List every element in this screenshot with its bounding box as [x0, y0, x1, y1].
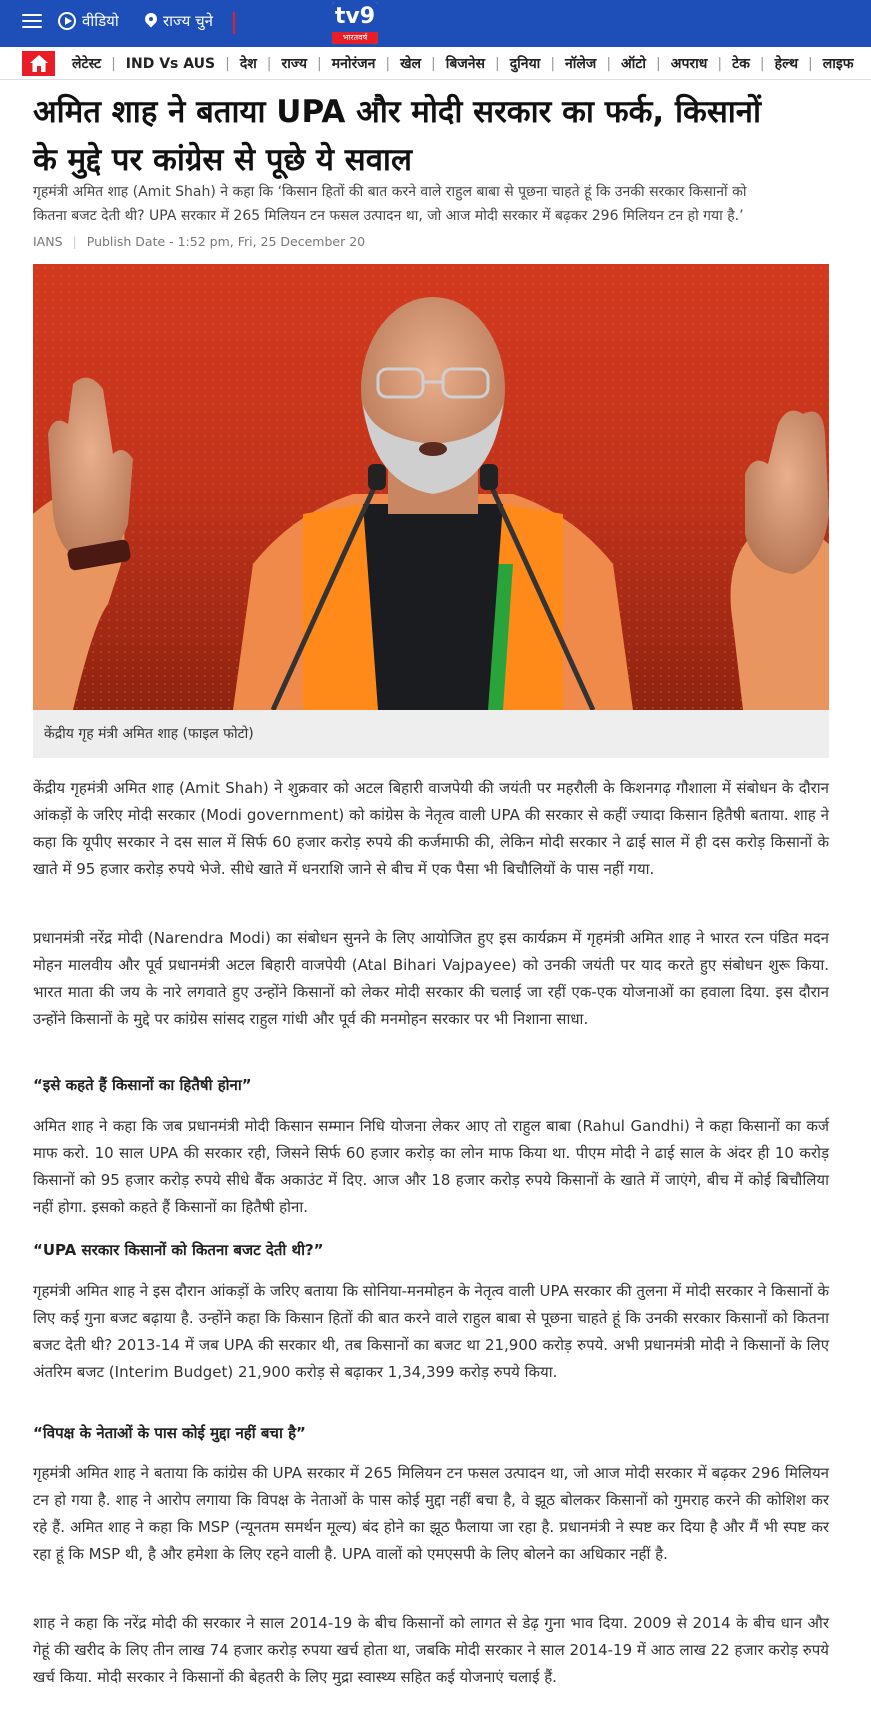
video-label: वीडियो [82, 12, 119, 30]
nav-separator: | [550, 55, 556, 72]
article-source[interactable]: IANS [33, 234, 63, 249]
meta-separator: | [72, 234, 77, 249]
play-icon [58, 12, 76, 30]
summary-line-1: गृहमंत्री अमित शाह (Amit Shah) ने कहा कि ‘किसान हितों की बात करने वाले राहुल बाबा से पूछना चाहते हूं कि उनकी सरकार किसानों को [33, 184, 747, 200]
nav-item[interactable]: राज्य [281, 56, 307, 72]
nav-separator: | [808, 55, 813, 72]
video-link[interactable] [58, 11, 119, 31]
nav-item[interactable]: IND Vs AUS [125, 55, 216, 72]
image-caption-box [33, 710, 829, 758]
home-button[interactable] [22, 51, 55, 76]
publish-date: Publish Date - 1:52 pm, Fri, 25 December 20 [86, 234, 366, 249]
location-pin-icon [145, 13, 157, 29]
state-label: राज्य चुने [163, 12, 213, 30]
header-divider [233, 12, 235, 34]
article-summary [33, 180, 833, 228]
nav-item[interactable]: खेल [400, 56, 422, 72]
hamburger-menu-icon[interactable] [22, 14, 42, 30]
article-headline [33, 88, 833, 184]
nav-separator: | [385, 55, 391, 72]
nav-separator: | [495, 55, 500, 72]
nav-item[interactable]: लाइफ [822, 56, 854, 72]
headline-line-1: अमित शाह ने बताया UPA और मोदी सरकार का फर्क, किसानों [33, 94, 762, 130]
article-paragraph-6: शाह ने कहा कि नरेंद्र मोदी की सरकार ने साल 2014-19 के बीच किसानों को लागत से डेढ़ गुना भाव दिया. 2009 से 2014 के बीच धान और गेहूं की खरीद के लिए तीन लाख 74 हजार करोड़ रुपया खर्च होता था, जबकि मोदी सरकार ने साल 2014-19 में आठ लाख 22 हजार करोड़ रुपये खर्च किया. मोदी सरकार ने किसानों की बेहतरी के लिए मुद्रा स्वास्थ्य सहित कई योजनाएं चलाई हैं. [33, 1614, 829, 1686]
nav-separator: | [266, 55, 272, 72]
article-subheading-1: “इसे कहते हैं किसानों का हितैषी होना” [33, 1076, 252, 1094]
nav-item[interactable]: अपराध [670, 56, 708, 72]
state-selector[interactable] [145, 11, 213, 31]
article-paragraph-2: प्रधानमंत्री नरेंद्र मोदी (Narendra Modi) का संबोधन सुनने के लिए आयोजित हुए इस कार्यक्रम में गृहमंत्री अमित शाह ने भारत रत्न पंडित मदन मोहन मालवीय और पूर्व प्रधानमंत्री अटल बिहारी वाजपेयी (Atal Bihari Vajpayee) को उनकी जयंती पर याद करते हुए संबोधन शुरू किया. भारत माता की जय के नारे लगवाते हुए उन्होंने किसानों को लेकर मोदी सरकार की चलाई जा रहीं एक-एक योजनाओं का हवाला दिया. इस दौरान उन्होंने किसानों के मुद्दे पर कांग्रेस सांसद राहुल गांधी और पूर्व की मनमोहन सरकार पर भी निशाना साधा. [33, 929, 829, 1028]
speaker-photo-illustration [33, 264, 829, 710]
category-nav [0, 47, 871, 80]
home-icon [29, 54, 49, 73]
nav-item[interactable]: टेक [732, 56, 750, 72]
nav-separator: | [225, 55, 230, 72]
nav-separator: | [717, 55, 723, 72]
nav-item[interactable]: ऑटो [621, 56, 647, 72]
nav-separator: | [606, 55, 612, 72]
article-meta [33, 234, 365, 249]
nav-items [62, 47, 864, 80]
article-paragraph-3: अमित शाह ने कहा कि जब प्रधानमंत्री मोदी किसान सम्मान निधि योजना लेकर आए तो राहुल बाबा (Rahul Gandhi) ने कहा किसानों का कर्ज माफ करो. 10 साल UPA की सरकार रही, जिसने सिर्फ 60 हजार करोड़ का लोन माफ किया था. पीएम मोदी ने ढाई साल के अंदर ही 10 करोड़ किसानों को 95 हजार करोड़ रुपये सीधे बैंक अकाउंट में दिए. आज और 18 हजार करोड़ रुपये किसानों के खाते में जाएंगे, बीच में कोई बिचौलिया नहीं होगा. इसको कहते हैं किसानों का हितैषी होना. [33, 1117, 829, 1216]
nav-separator: | [656, 55, 661, 72]
article-paragraph-4: गृहमंत्री अमित शाह ने इस दौरान आंकड़ों के जरिए बताया कि सोनिया-मनमोहन के नेतृत्व वाली UPA सरकार की तुलना में मोदी सरकार ने किसानों के लिए कई गुना बजट बढ़ाया है. उन्होंने कहा कि किसान हितों की बात करने वाले राहुल बाबा से पूछना चाहते हूं कि उनकी सरकार किसानों को कितना बजट देती थी? 2013-14 में जब UPA की सरकार थी, तब किसानों का बजट था 21,900 करोड़ रुपये. अभी प्रधानमंत्री मोदी ने किसानों के लिए अंतरिम बजट (Interim Budget) 21,900 करोड़ से बढ़ाकर 1,34,399 करोड़ रुपये किया. [33, 1282, 829, 1381]
nav-separator: | [111, 55, 116, 72]
article-subheading-3: “विपक्ष के नेताओं के पास कोई मुद्दा नहीं बचा है” [33, 1424, 306, 1442]
article-subheading-2: “UPA सरकार किसानों को कितना बजट देती थी?” [33, 1241, 324, 1259]
nav-item[interactable]: नॉलेज [565, 56, 597, 72]
nav-item[interactable]: देश [239, 56, 257, 72]
logo-mark: tv9 [332, 2, 378, 32]
tv9-logo[interactable] [332, 2, 378, 44]
nav-item[interactable]: लेटेस्ट [72, 56, 102, 72]
article-paragraph-5: गृहमंत्री अमित शाह ने बताया कि कांग्रेस की UPA सरकार में 265 मिलियन टन फसल उत्पादन था, जो आज मोदी सरकार में बढ़कर 296 मिलियन टन हो गया है. शाह ने आरोप लगाया कि विपक्ष के नेताओं के पास कोई मुद्दा नहीं बचा है, वे झूठ बोलकर किसानों को गुमराह करने की कोशिश कर रहे हैं. अमित शाह ने कहा कि MSP (न्यूनतम समर्थन मूल्य) बंद होने का झूठ फैलाया जा रहा है. प्रधानमंत्री ने स्पष्ट कर दिया है और मैं भी स्पष्ट कर रहा हूं कि MSP थी, है और हमेशा के लिए रहने वाली है. UPA वालों को एमएसपी के लिए बोलने का अधिकार नहीं है. [33, 1464, 829, 1563]
nav-item[interactable]: बिजनेस [445, 56, 486, 72]
headline-line-2: के मुद्दे पर कांग्रेस से पूछे ये सवाल [33, 142, 412, 178]
nav-separator: | [431, 55, 436, 72]
article-hero-image [33, 264, 829, 710]
image-caption: केंद्रीय गृह मंत्री अमित शाह (फाइल फोटो) [44, 726, 254, 742]
logo-subtext: भारतवर्ष [332, 32, 378, 44]
nav-separator: | [317, 55, 322, 72]
nav-item[interactable]: मनोरंजन [331, 56, 376, 72]
nav-separator: | [759, 55, 765, 72]
nav-item[interactable]: हेल्थ [774, 56, 799, 72]
article-paragraph-1: केंद्रीय गृहमंत्री अमित शाह (Amit Shah) ने शुक्रवार को अटल बिहारी वाजपेयी की जयंती पर महरौली के किशनगढ़ गौशाला में संबोधन के दौरान आंकड़ों के जरिए मोदी सरकार (Modi government) को कांग्रेस के नेतृत्व वाली UPA की सरकार से कहीं ज्यादा किसान हितैषी बताया. शाह ने कहा कि यूपीए सरकार ने दस साल में सिर्फ 60 हजार करोड़ रुपये की कर्जमाफी की, लेकिन मोदी सरकार ने ढाई साल में ही दस करोड़ किसानों के खाते में 95 हजार करोड़ रुपये भेजे. सीधे खाते में धनराशि जाने से बीच में एक पैसा भी बिचौलियों के पास नहीं गया. [33, 779, 829, 878]
nav-item[interactable]: दुनिया [509, 56, 541, 72]
top-header [0, 0, 871, 47]
summary-line-2: कितना बजट देती थी? UPA सरकार में 265 मिलियन टन फसल उत्पादन था, जो आज मोदी सरकार में बढ़कर 296 मिलियन टन हो गया है.’ [33, 208, 744, 224]
